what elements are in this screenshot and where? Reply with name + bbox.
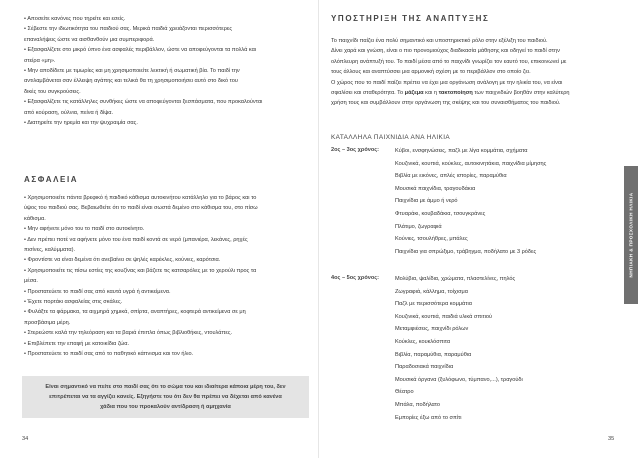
section-side-tab bbox=[624, 166, 638, 304]
toy-item: Κούνιες, τσουλήθρες, μπάλες bbox=[395, 236, 468, 243]
toy-item: Παιχνίδια για σπρώξιμο, τράβηγμα, ποδήλατο με 3 ρόδες bbox=[395, 248, 537, 255]
safety-line: κάθισμα. bbox=[24, 215, 46, 222]
toy-item: Βιβλία, παραμύθια, παραμύθια bbox=[395, 351, 472, 358]
tip-line: • Μην αποδίδετε με τιμωρίες και μη χρησιμοποιείτε λεκτική ή σωματική βία. Το παιδί την bbox=[24, 68, 240, 75]
safety-line: • Φροντίστε να είναι δεμένα ότι ανεβαίνει σε ψηλές καρέκλες, κούνιες, καρότσια. bbox=[24, 257, 221, 264]
safety-line: • Χρησιμοποιείτε τις πίσω εστίες της κουζίνας και βάζετε τις κατσαρόλες με το χερούλι προς τα bbox=[24, 267, 257, 274]
intro-line: τους άλλους και αναπτύσσει μια αρμονική σχέση με το περιβάλλον στο οποίο ζει. bbox=[331, 69, 531, 76]
safety-line: πισίνες, καλύμματα). bbox=[24, 247, 76, 254]
safety-line: • Χρησιμοποιείτε πάντα βρεφικό ή παιδικό κάθισμα αυτοκινήτου κατάλληλο για το βάρος και το bbox=[24, 195, 257, 201]
tip-line: από κούραση, ούλνια, πείνα ή δίψα. bbox=[24, 109, 114, 116]
toy-item: Μουσικά όργανα (ξυλόφωνο, τύμπανο,...), τραγούδι bbox=[395, 376, 523, 383]
safety-note-box bbox=[22, 376, 309, 418]
toy-item: Κουζινικά, κουπιά, παιδιά υλικά σπιτιού bbox=[395, 313, 493, 320]
safety-line: ύψος του παιδιού σας. Βεβαιωθείτε ότι το παιδί είναι σωστά δεμένο στο κάθισμα του, στο πίσω bbox=[24, 205, 258, 212]
tip-line: επαναλήψεις ώστε να αισθανθούν μια συμπεριφορά. bbox=[24, 36, 155, 43]
note-line: Είναι σημαντικό να πείτε στο παιδί σας ότι το σώμα του και ιδιαίτερα κάποια μέρη του, δεν bbox=[45, 384, 286, 390]
safety-line: • Προστατεύετε το παιδί σας από καυτά υγρά ή αντικείμενα. bbox=[24, 288, 171, 295]
intro-bold-text: μάζεμα bbox=[404, 90, 424, 97]
tip-line: • Αποσείτε κανόνες που τηρείτε και εσείς. bbox=[24, 16, 126, 22]
safety-line: • Στερεώστε καλά την τηλεόραση και τα βαριά έπιπλα όπως βιβλιοθήκες, ντουλάπες. bbox=[24, 330, 233, 337]
tip-line: • Εξασφαλίζετε στο μικρό ύπνο ένα ασφαλές περιβάλλον, ώστε να αποφεύγονται τα πολλά και bbox=[24, 47, 257, 54]
toy-item: Μολύβια, ψαλίδια, χρώματα, πλαστελίνες, πηλός bbox=[395, 276, 516, 282]
safety-line: • Φυλάξτε τα φάρμακα, τα αιχμηρά χημικά, σπίρτα, αναπτήρες, κοφτερά αντικείμενα σε μη bbox=[24, 309, 246, 316]
toy-item: Βιβλία με εικόνες, απλές ιστορίες, παραμύθια bbox=[395, 173, 507, 180]
toy-item: Φτυαράκι, κουβαδάκια, τσουγκράνες bbox=[395, 210, 486, 217]
toy-item: Ζωγραφιά, κάλλημα, τοίχισμα bbox=[395, 288, 469, 295]
toy-item: Μπάλα, ποδήλατο bbox=[395, 401, 441, 408]
tip-line: • Εξασφαλίζετε τις κατάλληλες συνθήκες ώστε να αποφεύγονται ξεσπάσματα, που προκαλούνται bbox=[24, 99, 263, 106]
safety-line: • Προστατεύετε το παιδί σας από το παθητικό κάπνισμα και τον ήλιο. bbox=[24, 351, 194, 358]
toy-item: Κύβοι, ενσφηνώσεις, παζλ με λίγα κομμάτια, σχήματα bbox=[395, 148, 528, 154]
toy-item: Παιχνίδια με άμμο ή νερό bbox=[395, 198, 458, 205]
safety-heading: ΑΣΦΑΛΕΙΑ bbox=[24, 175, 79, 184]
toy-item: Παραδοσιακά παιχνίδια bbox=[395, 364, 454, 371]
toys-list-2-3 bbox=[395, 145, 625, 258]
intro-line: Ο χώρος που το παιδί παίζει πρέπει να έχει μια οργάνωση ανάλογη με την ηλικία του, να είναι bbox=[331, 79, 563, 86]
intro-line: χρήση τους και συμβάλλουν στην οργάνωση της σκέψης και του συναισθήματος του παιδιού. bbox=[331, 100, 561, 107]
page-number-left: 34 bbox=[22, 436, 29, 442]
tip-line: • Διατηρείτε την ηρεμία και την ψυχραιμία σας. bbox=[24, 120, 138, 127]
intro-line: ολόπλευρη ανάπτυξή του. Το παιδί μέσα από το παιχνίδι γνωρίζει τον εαυτό του, επικοινωνεί με bbox=[331, 58, 567, 65]
safety-tips-list bbox=[24, 193, 314, 360]
toy-item: Κούκλες, κουκλόσπιτα bbox=[395, 338, 451, 345]
tip-line: • Σέβεστε την ιδιωτικότητα του παιδιού σας. Μερικά παιδιά χρειάζονται περισσότερες bbox=[24, 26, 233, 33]
intro-bold-text: τακτοποίηση bbox=[438, 90, 473, 97]
intro-line: Το παιχνίδι παίζει ένα πολύ σημαντικό και υποστηρικτικό ρόλο στην εξέλιξη του παιδιού. bbox=[331, 38, 548, 44]
age-group-label-4-5: 4ος – 5ος χρόνος: bbox=[331, 275, 380, 281]
intro-paragraph bbox=[331, 36, 626, 109]
toy-item: Εμπορίες έξω από το σπίτι bbox=[395, 414, 462, 421]
toys-by-age-heading: ΚΑΤΑΛΛΗΛΑ ΠΑΙΧΝΙΔΙΑ ΑΝΑ ΗΛΙΚΙΑ bbox=[331, 134, 451, 141]
toy-item: Παζλ με περισσότερα κομμάτια bbox=[395, 301, 472, 308]
safety-line: • Επιβλέπετε την επαφή με κατοικίδια ζώα. bbox=[24, 340, 130, 347]
toy-item: Θέατρο bbox=[395, 389, 414, 396]
toy-item: Μουσικά παιχνίδια, τραγουδάκια bbox=[395, 185, 476, 192]
toy-item: Μεταμφιέσεις, παιχνίδι ρόλων bbox=[395, 326, 469, 333]
right-page bbox=[319, 0, 638, 458]
safety-line: μέσα. bbox=[24, 278, 38, 285]
page-number-right: 35 bbox=[608, 436, 615, 442]
tip-line: αντιλαμβάνεται σαν έλλειψη αγάπης και τελικά θα τη χρησιμοποιήσει αυτό στο δικό του bbox=[24, 78, 238, 85]
safety-line: • Έχετε πορτάκι ασφαλείας στις σκάλες. bbox=[24, 299, 123, 306]
tip-line: στείρα «μη». bbox=[24, 57, 56, 64]
age-group-label-2-3: 2ος – 3ος χρόνος: bbox=[331, 147, 380, 153]
safety-line: • Δεν πρέπει ποτέ να αφήνετε μόνο του ένα παιδί κοντά σε νερό (μπανιέρα, λεκάνες, ρηχές bbox=[24, 236, 248, 243]
tip-line: δικές του συγκρούσεις. bbox=[24, 88, 81, 95]
toy-item: Κουζινικά, κουπιά, κούκλες, αυτοκινητάκια, παιχνίδια μίμησης bbox=[395, 160, 547, 167]
toys-list-4-5 bbox=[395, 273, 625, 424]
intro-text: και η bbox=[423, 90, 439, 97]
safety-line: • Μην αφήνετε μόνο του το παιδί στο αυτοκίνητο. bbox=[24, 226, 145, 233]
section-side-tab-label: ΝΗΠΙΑΚΗ & ΠΡΟΣΧΟΛΙΚΗ ΗΛΙΚΙΑ bbox=[628, 192, 634, 278]
parenting-tips-list bbox=[24, 14, 314, 128]
intro-text: σφαλίσει και σταθερότητα. Το bbox=[331, 90, 405, 97]
intro-line-emphasis bbox=[331, 88, 626, 98]
safety-line: προσβάσιμα μέρη. bbox=[24, 319, 71, 326]
note-line: χάδια που του προκαλούν αντίδραση ή αμηχανία bbox=[100, 404, 231, 411]
intro-line: Δίνει χαρά και γνώση, είναι ο πιο προνομιούχος διαδικασία μάθησης και οδηγεί το παιδί στην bbox=[331, 48, 560, 55]
note-line: επιτρέπεται να τα αγγίζει κανείς. Εξηγήστε του ότι δεν θα πρέπει να δέχεται από κανένα bbox=[49, 394, 282, 401]
toy-item: Πλάτιμο, ζωγραφιά bbox=[395, 223, 442, 230]
intro-text: των παιχνιδιών βοηθάν στην καλύτερη bbox=[472, 90, 570, 97]
development-heading: ΥΠΟΣΤΗΡΙΞΗ ΤΗΣ ΑΝΑΠΤΥΞΗΣ bbox=[331, 14, 490, 23]
